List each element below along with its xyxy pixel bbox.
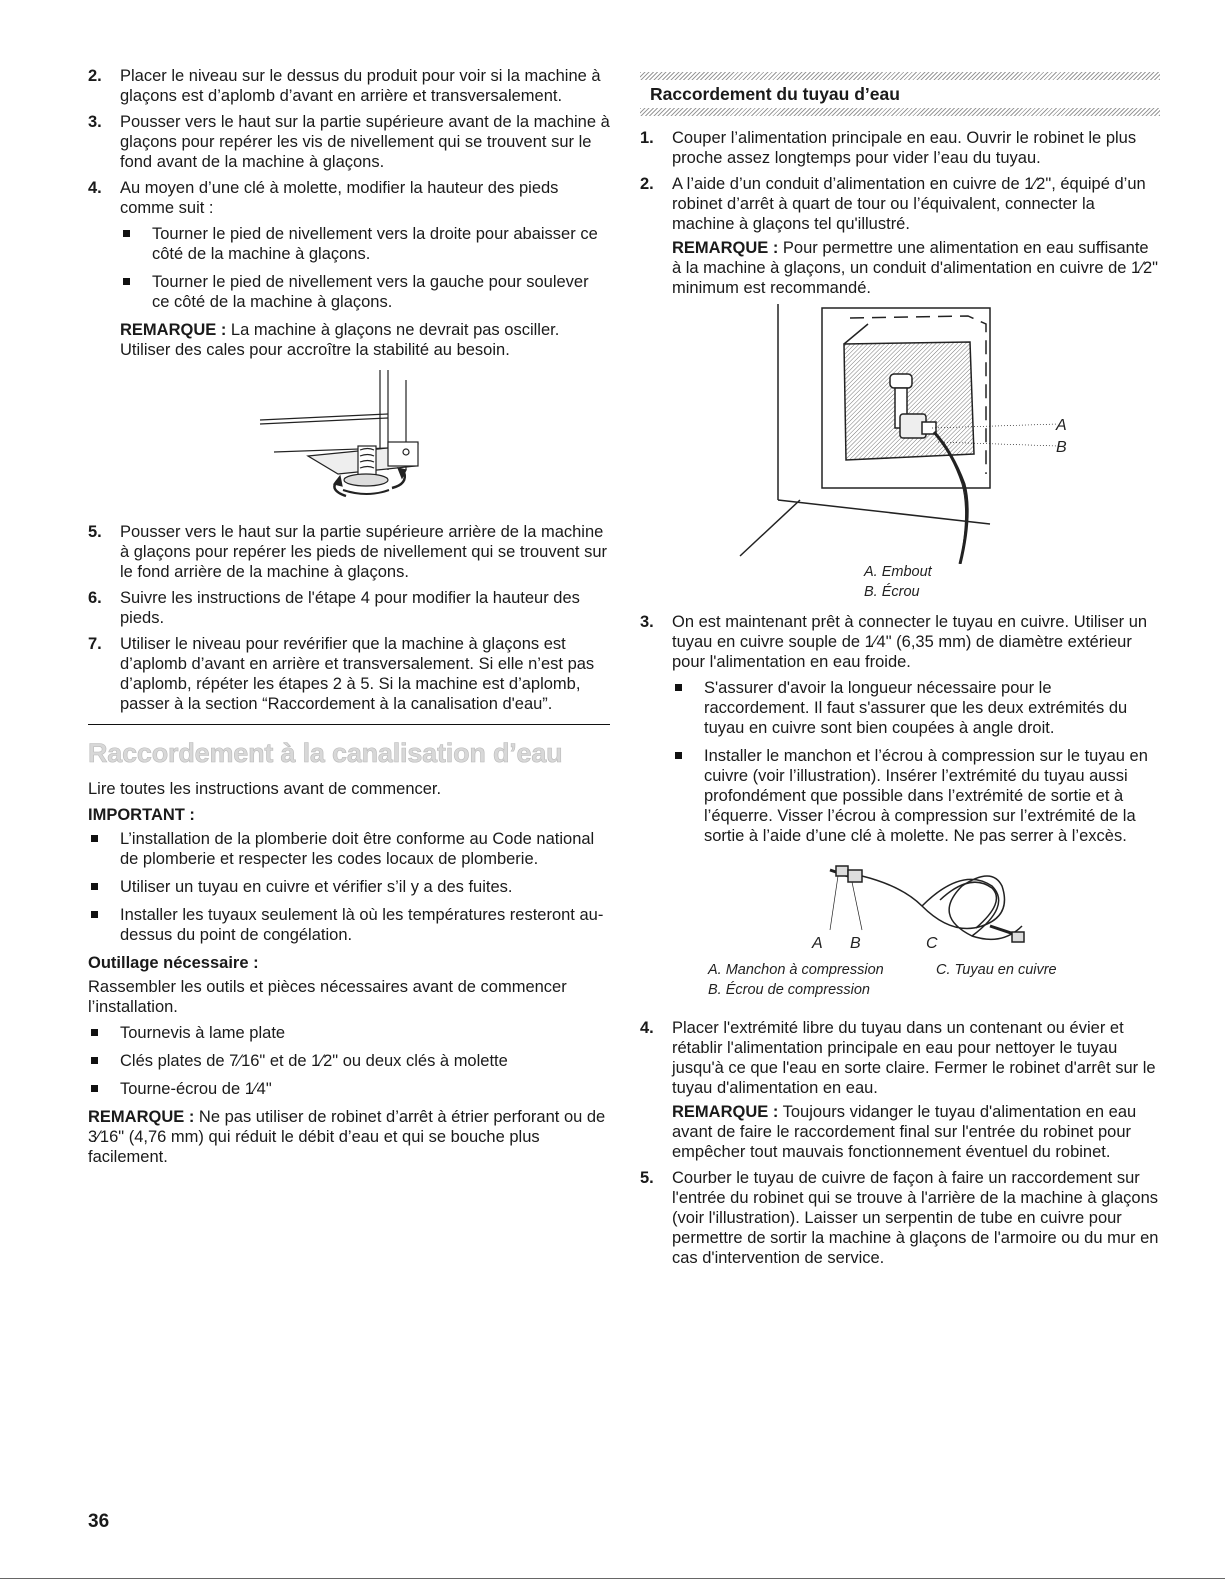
note [120, 320, 610, 360]
note-label: REMARQUE : [672, 239, 779, 257]
note [88, 1107, 610, 1167]
step-text: Utiliser le niveau pour revérifier que la machine à glaçons est d’aplomb d’avant en arrière et transversalement. Si elle n’est pas d’aplomb, répéter les étapes 2 à 5. Si la machine est d’aplomb, passer à la section “Raccordement à la canalisation d'eau”. [120, 635, 595, 713]
bullet-item: Installer le manchon et l’écrou à compression sur le tuyau en cuivre (voir l’illustration). Insérer l’extrémité du tuyau aussi profondément que possible dans l’extrémité de sortie et à l’équerre. Visser l’écrou à compression sur l’extrémité de la sortie à l’aide d’une clé à molette. Ne pas serrer à l’excès. [672, 746, 1160, 846]
left-column [88, 66, 610, 1173]
bullet-item: Tourner le pied de nivellement vers la gauche pour soulever ce côté de la machine à glaçons. [120, 272, 610, 312]
bullet-item: Tourne-écrou de 1⁄4" [88, 1079, 610, 1099]
note-label: REMARQUE : [88, 1108, 195, 1126]
bullet-item: Utiliser un tuyau en cuivre et vérifier s’il y a des fuites. [88, 877, 610, 897]
bullet-item: S'assurer d'avoir la longueur nécessaire pour le raccordement. Il faut s'assurer que les deux extrémités du tuyau en cuivre sont bien coupées à angle droit. [672, 678, 1160, 738]
page-number: 36 [88, 1511, 110, 1532]
step-number: 3. [640, 613, 654, 631]
valve-connection-illustration [640, 304, 1160, 604]
step-text: Pousser vers le haut sur la partie supérieure avant de la machine à glaçons pour repérer les vis de nivellement qui se trouvent sur le fond avant de la machine à glaçons. [120, 113, 610, 171]
step-text: Pousser vers le haut sur la partie supérieure arrière de la machine à glaçons pour repérer les pieds de nivellement qui se trouvent sur le fond arrière de la machine à glaçons. [120, 523, 608, 581]
step-text: On est maintenant prêt à connecter le tuyau en cuivre. Utiliser un tuyau en cuivre souple de 1⁄4" (6,35 mm) de diamètre extérieur pour l'alimentation en eau froide. [672, 613, 1148, 671]
figure-caption-b: B. Écrou de compression [708, 982, 870, 998]
bullet-item: Installer les tuyaux seulement là où les températures resteront au-dessus du point de congélation. [88, 905, 610, 945]
note-text: Pour permettre une alimentation en eau suffisante à la machine à glaçons, un conduit d'alimentation en cuivre de 1⁄2" minimum est recommandé. [672, 239, 1158, 297]
note-text: Toujours vidanger le tuyau d'alimentation en eau avant de faire le raccordement final sur l'entrée du robinet pour empêcher tout mauvais fonctionnement éventuel du robinet. [672, 1103, 1137, 1161]
step-text: Placer le niveau sur le dessus du produit pour voir si la machine à glaçons est d’aplomb d’avant en arrière et transversalement. [120, 67, 601, 105]
step-text: A l’aide d’un conduit d’alimentation en cuivre de 1⁄2", équipé d’un robinet d’arrêt à quart de tour ou l’équivalent, connecter la machine à glaçons tel qu'illustré. [672, 175, 1146, 233]
figure-label-c: C [926, 935, 938, 952]
tools-intro: Rassembler les outils et pièces nécessaires avant de commencer l’installation. [88, 978, 567, 1016]
step-4 [640, 1018, 1160, 1162]
step-number: 5. [88, 523, 102, 541]
leveling-foot-illustration [88, 370, 610, 518]
step-text: Au moyen d’une clé à molette, modifier la hauteur des pieds comme suit : [120, 179, 559, 217]
step-6 [88, 588, 610, 628]
section-title: Raccordement à la canalisation d’eau [88, 738, 563, 768]
step-4 [88, 178, 610, 360]
step-number: 4. [640, 1019, 654, 1037]
step-5 [88, 522, 610, 582]
step-number: 1. [640, 129, 654, 147]
figure-caption-b: B. Écrou [864, 584, 920, 600]
note-text: Ne pas utiliser de robinet d’arrêt à étrier perforant ou de 3⁄16" (4,76 mm) qui réduit le débit d’eau et qui se bouche plus facilement. [88, 1108, 606, 1166]
figure-label-a: A [812, 935, 823, 952]
compression-fitting-illustration [640, 856, 1160, 1012]
subheading-band-top [640, 72, 1160, 80]
step-5 [640, 1168, 1160, 1268]
important-heading: IMPORTANT : [88, 806, 195, 824]
intro-text: Lire toutes les instructions avant de commencer. [88, 780, 442, 798]
note-label: REMARQUE : [672, 1103, 779, 1121]
note [672, 238, 1160, 298]
subheading: Raccordement du tuyau d’eau [650, 84, 900, 104]
step-number: 2. [640, 175, 654, 193]
note-label: REMARQUE : [120, 321, 227, 339]
step-text: Suivre les instructions de l'étape 4 pour modifier la hauteur des pieds. [120, 589, 580, 627]
step-number: 2. [88, 67, 102, 85]
step-3 [640, 612, 1160, 846]
figure-caption-a: A. Manchon à compression [708, 962, 884, 978]
step-number: 6. [88, 589, 102, 607]
step-number: 7. [88, 635, 102, 653]
bottom-rule [0, 1578, 1225, 1579]
bullet-item: Tourner le pied de nivellement vers la droite pour abaisser ce côté de la machine à glaçons. [120, 224, 610, 264]
figure-label-a: A [1056, 417, 1067, 434]
step-text: Placer l'extrémité libre du tuyau dans un contenant ou évier et rétablir l'alimentation principale en eau pour nettoyer le tuyau jusqu'à ce que l'eau en sorte claire. Fermer le robinet d'arrêt sur le tuyau d'alimentation en eau. [672, 1019, 1156, 1097]
bullet-item: Tournevis à lame plate [88, 1023, 610, 1043]
step-number: 5. [640, 1169, 654, 1187]
figure-caption-c: C. Tuyau en cuivre [936, 962, 1057, 978]
step-3 [88, 112, 610, 172]
step-number: 4. [88, 179, 102, 197]
step-1 [640, 128, 1160, 168]
step-2 [88, 66, 610, 106]
step-7 [88, 634, 610, 714]
tools-heading: Outillage nécessaire : [88, 954, 259, 972]
step-text: Courber le tuyau de cuivre de façon à faire un raccordement sur l'entrée du robinet qui se trouve à l'arrière de la machine à glaçons (voir l'illustration). Laisser un serpentin de tube en cuivre pour permettre de sortir la machine à glaçons de l'armoire ou du mur en cas d'intervention de service. [672, 1169, 1159, 1267]
bullet-item: Clés plates de 7⁄16" et de 1⁄2" ou deux clés à molette [88, 1051, 610, 1071]
step-number: 3. [88, 113, 102, 131]
figure-caption-a: A. Embout [864, 564, 932, 580]
figure-label-b: B [1056, 439, 1067, 456]
figure-label-b: B [850, 935, 861, 952]
step-2 [640, 174, 1160, 298]
section-divider [88, 724, 610, 725]
step-text: Couper l’alimentation principale en eau. Ouvrir le robinet le plus proche assez longtemps pour vider l’eau du tuyau. [672, 129, 1137, 167]
right-column [640, 72, 1160, 1274]
note [672, 1102, 1160, 1162]
bullet-item: L’installation de la plomberie doit être conforme au Code national de plomberie et respecter les codes locaux de plomberie. [88, 829, 610, 869]
note-text: La machine à glaçons ne devrait pas osciller. Utiliser des cales pour accroître la stabilité au besoin. [120, 321, 560, 359]
subheading-band-bottom [640, 108, 1160, 116]
